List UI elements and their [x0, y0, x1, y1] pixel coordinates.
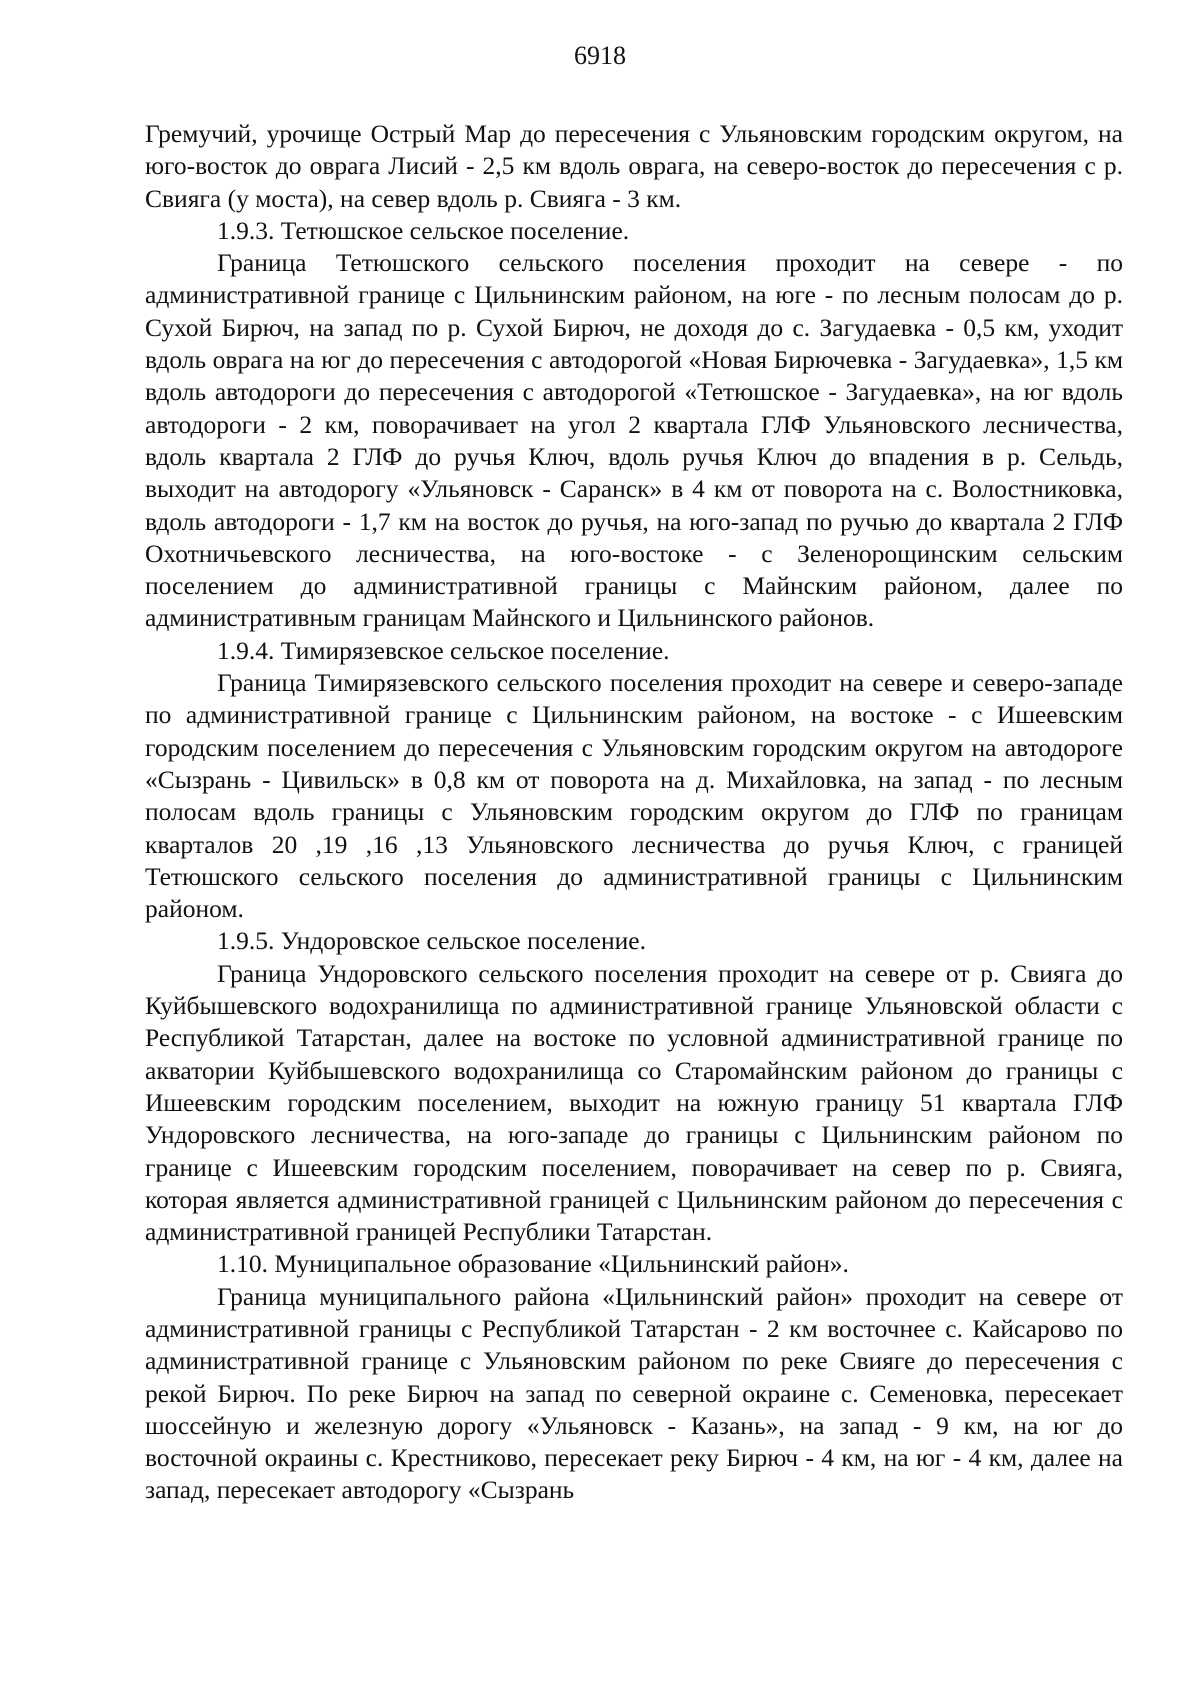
section-heading-1-9-4: 1.9.4. Тимирязевское сельское поселение.: [217, 635, 670, 665]
page-number: 6918: [574, 41, 626, 70]
paragraph-undorovskoe: Граница Ундоровского сельского поселения проходит на севере от р. Свияга до Куйбышевского водохранилища по административной границе Ульяновской области с Республикой Татарстан, далее на востоке по условной административной границе по акватории Куйбышевского водохранилища со Старомайнским районом до границы с Ишеевским городским поселением, выходит на южную границу 51 квартала ГЛФ Ундоровского лесничества, на юго-западе до границы с Цильнинским районом по границе с Ишеевским городским поселением, поворачивает на север по р. Свияга, которая является административной границей с Цильнинским районом до пересечения с административной границей Республики Татарстан.: [145, 958, 1123, 1247]
paragraph-tsilninsky: Граница муниципального района «Цильнинский район» проходит на севере от административной границы с Республикой Татарстан - 2 км восточнее с. Кайсарово по административной границе с Ульяновским районом по реке Свияге до пересечения с рекой Бирюч. По реке Бирюч на запад по северной окраине с. Семеновка, пересекает шоссейную и железную дорогу «Ульяновск - Казань», на запад - 9 км, на юг до восточной окраины с. Крестниково, пересекает реку Бирюч - 4 км, на юг - 4 км, далее на запад, пересекает автодорогу «Сызрань: [145, 1281, 1123, 1505]
paragraph-timiryazevskoe: Граница Тимирязевского сельского поселения проходит на севере и северо-западе по административной границе с Цильнинским районом, на востоке - с Ишеевским городским поселением до пересечения с Ульяновским городским округом на автодороге «Сызрань - Цивильск» в 0,8 км от поворота на д. Михайловка, на запад - по лесным полосам вдоль границы с Ульяновским городским округом до ГЛФ по границам кварталов 20 ,19 ,16 ,13 Ульяновского лесничества до ручья Ключ, с границей Тетюшского сельского поселения до административной границы с Цильнинским районом.: [145, 668, 1123, 924]
section-heading-1-9-3: 1.9.3. Тетюшское сельское поселение.: [217, 215, 630, 245]
paragraph-continuation: Гремучий, урочище Острый Мар до пересечения с Ульяновским городским округом, на юго-восток до оврага Лисий - 2,5 км вдоль оврага, на северо-восток до пересечения с р. Свияга (у моста), на север вдоль р. Свияга - 3 км.: [145, 119, 1123, 213]
section-heading-1-9-5: 1.9.5. Ундоровское сельское поселение.: [217, 926, 646, 956]
paragraph-tetyushskoe: Граница Тетюшского сельского поселения проходит на севере - по административной границе с Цильнинским районом, на юге - по лесным полосам до р. Сухой Бирюч, на запад по р. Сухой Бирюч, не доходя до с. Загудаевка - 0,5 км, уходит вдоль оврага на юг до пересечения с автодорогой «Новая Бирючевка - Загудаевка», 1,5 км вдоль автодороги до пересечения с автодорогой «Тетюшское - Загудаевка», на юг вдоль автодороги - 2 км, поворачивает на угол 2 квартала ГЛФ Ульяновского лесничества, вдоль квартала 2 ГЛФ до ручья Ключ, вдоль ручья Ключ до впадения в р. Сельдь, выходит на автодорогу «Ульяновск - Саранск» в 4 км от поворота на с. Волостниковка, вдоль автодороги - 1,7 км на восток до ручья, на юго-запад по ручью до квартала 2 ГЛФ Охотничьевского лесничества, на юго-востоке - с Зеленорощинским сельским поселением до административной границы с Майнским районом, далее по административным границам Майнского и Цильнинского районов.: [145, 248, 1123, 633]
section-heading-1-10: 1.10. Муниципальное образование «Цильнинский район».: [217, 1249, 849, 1279]
document-body: [145, 118, 1123, 1507]
